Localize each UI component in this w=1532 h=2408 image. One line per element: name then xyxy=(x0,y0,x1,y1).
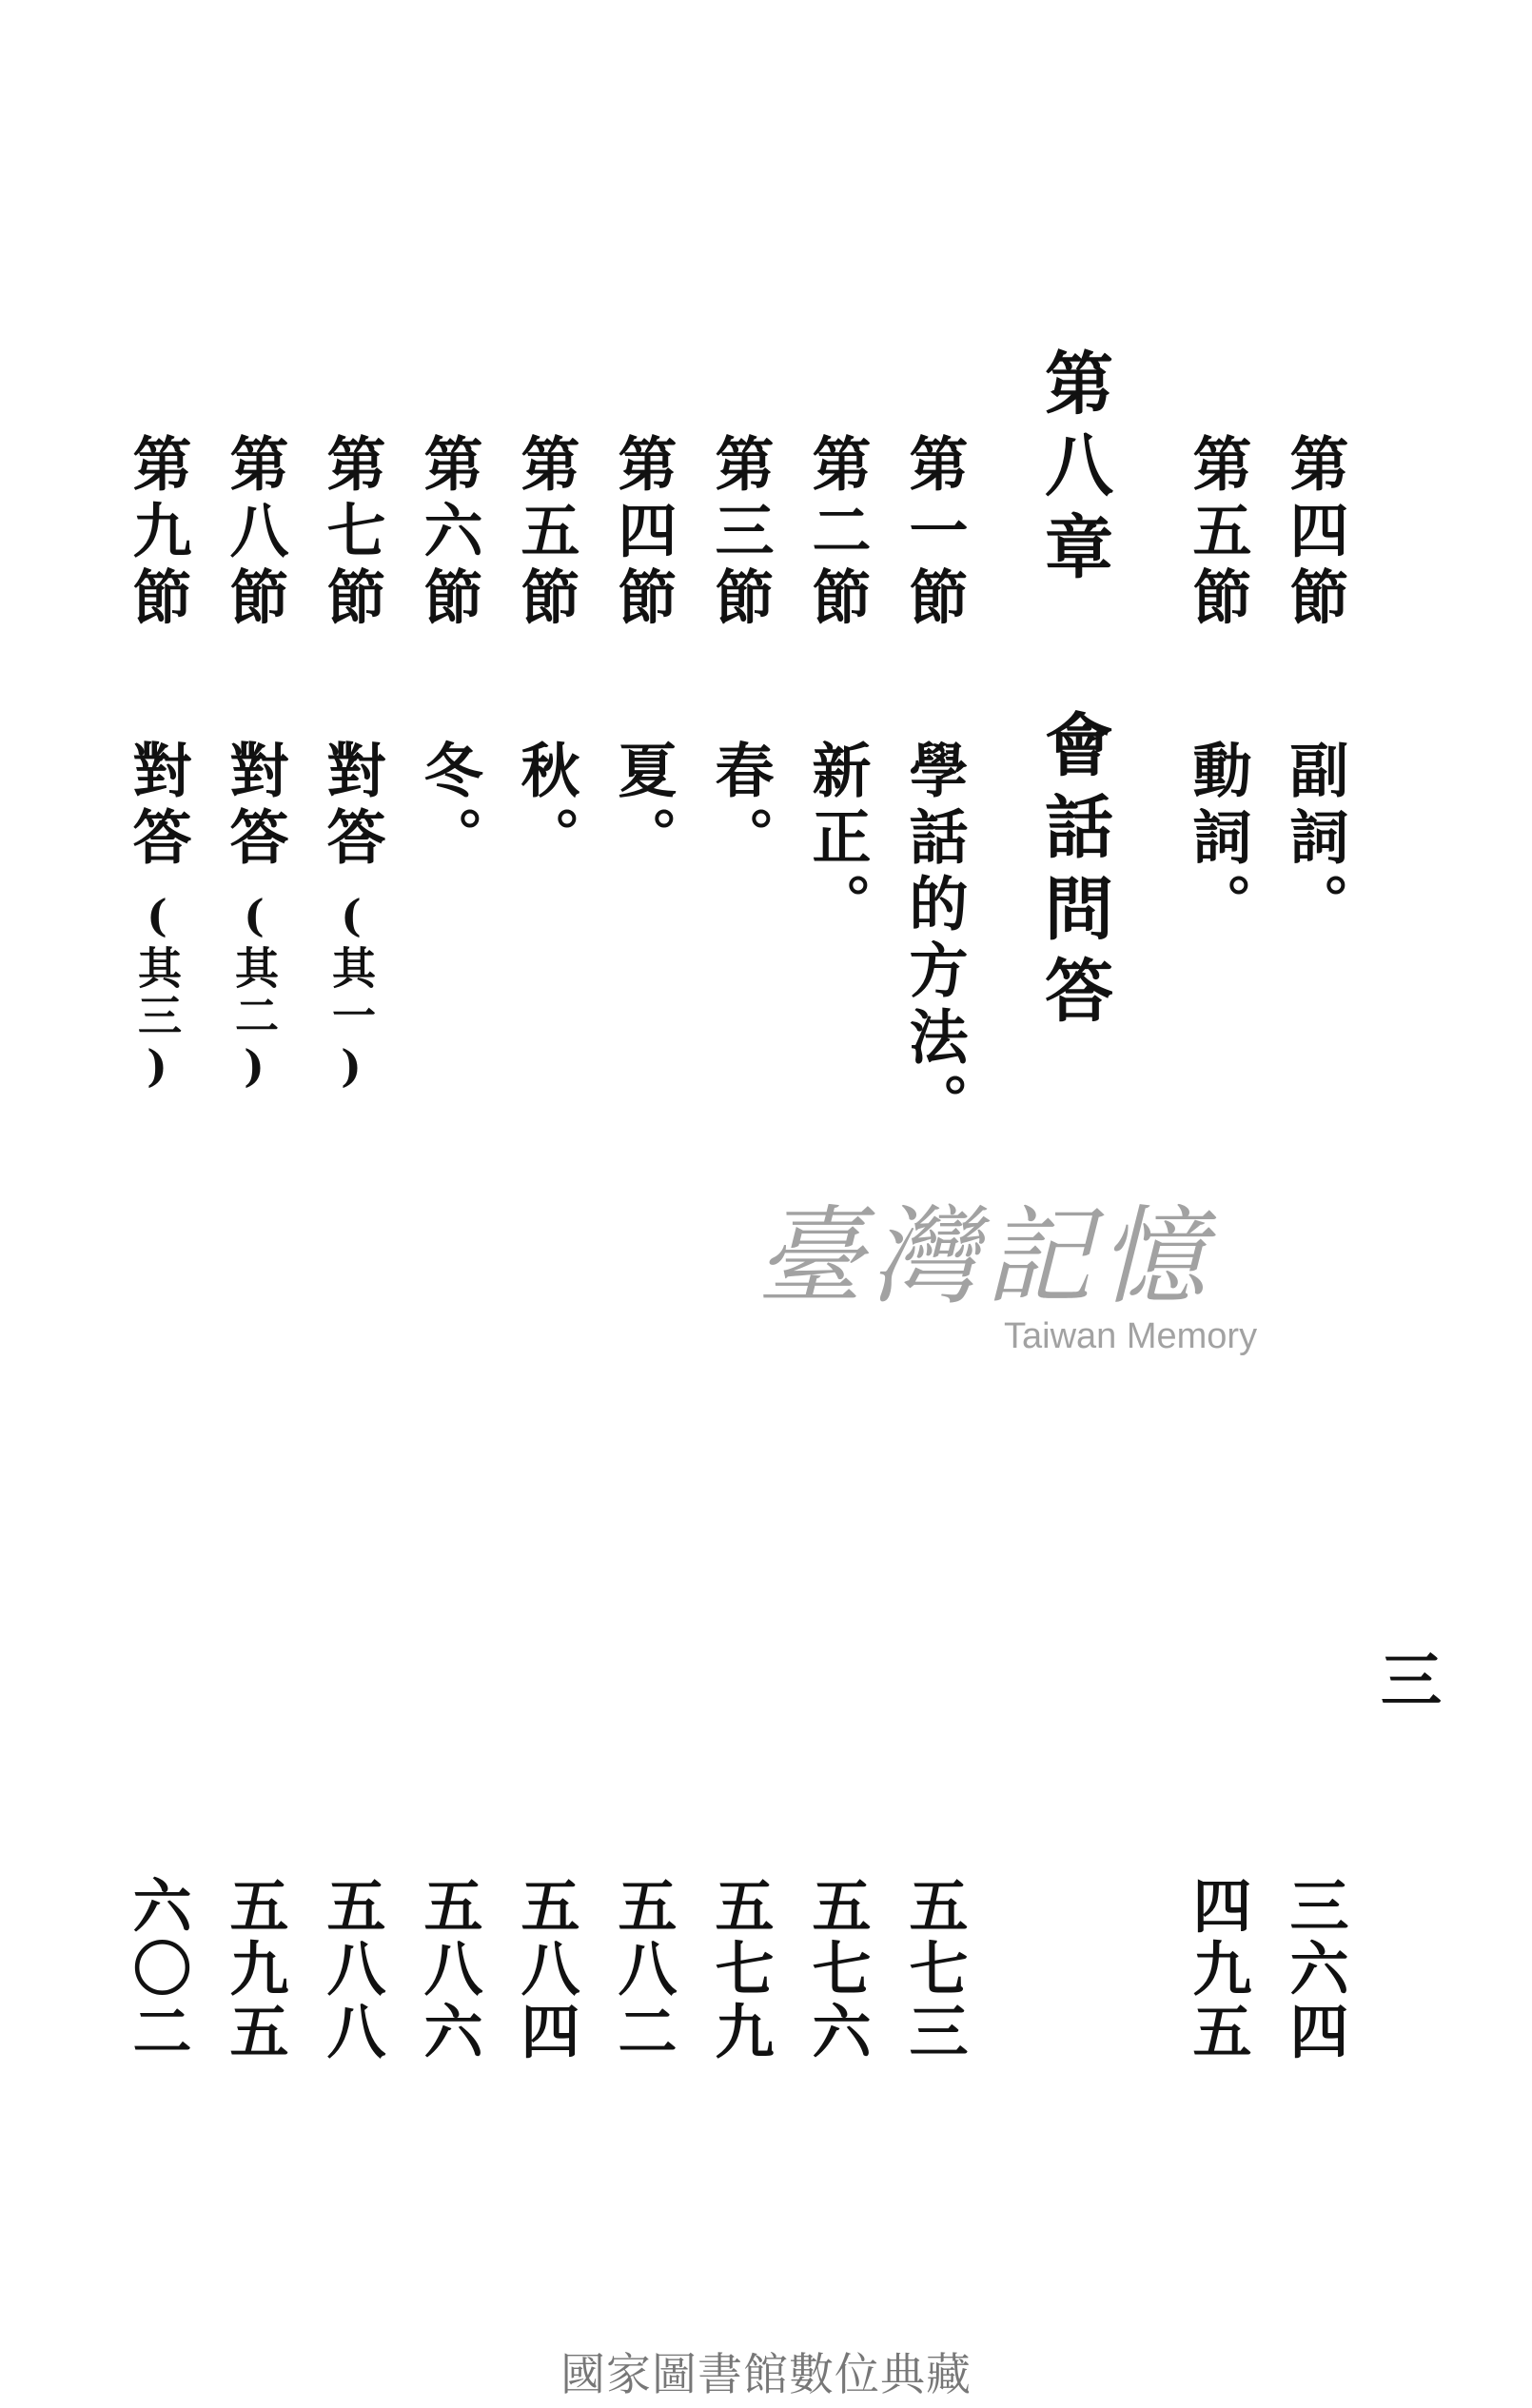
section-title: 夏。 xyxy=(608,740,678,873)
toc-entry-6 xyxy=(414,433,483,873)
page-ref-e5: 五八四 xyxy=(511,1875,580,2063)
section-label: 第九節 xyxy=(123,433,192,633)
page-ref-e3: 五七九 xyxy=(705,1875,775,2063)
toc-entry-section-5 xyxy=(1183,433,1252,939)
section-subtitle: (其一) xyxy=(325,890,377,1095)
chapter-title: 會話問答 xyxy=(1033,709,1114,1036)
toc-chapter-8 xyxy=(1033,347,1114,1036)
page-number: 三 xyxy=(1381,1646,1442,1717)
section-title: 對答 xyxy=(220,740,289,873)
page-ref-s5: 四九五 xyxy=(1183,1875,1252,2063)
footer-library-note: 國家圖書館數位典藏 xyxy=(560,2349,972,2401)
section-subtitle: (其二) xyxy=(228,890,280,1095)
page-ref-e6: 五八六 xyxy=(414,1875,483,2063)
page-ref-e4: 五八二 xyxy=(608,1875,678,2063)
toc-entry-7 xyxy=(317,433,386,1095)
page-ref-e2: 五七六 xyxy=(802,1875,872,2063)
section-title: 新正。 xyxy=(802,740,872,939)
section-label: 第六節 xyxy=(414,433,483,633)
page-ref-e8: 五九五 xyxy=(220,1875,289,2063)
section-subtitle: (其三) xyxy=(131,890,183,1095)
section-title: 對答 xyxy=(317,740,386,873)
section-title: 秋。 xyxy=(511,740,580,873)
section-label: 第五節 xyxy=(511,433,580,633)
section-title: 動詞。 xyxy=(1183,740,1252,939)
section-label: 第四節 xyxy=(1280,433,1349,633)
section-label: 第二節 xyxy=(802,433,872,633)
watermark-cn: 臺灣記憶 xyxy=(756,1195,1213,1319)
section-label: 第四節 xyxy=(608,433,678,633)
toc-entry-8 xyxy=(220,433,289,1095)
section-title: 對答 xyxy=(123,740,192,873)
page-ref-e9: 六〇二 xyxy=(123,1875,192,2063)
toc-entry-9 xyxy=(123,433,192,1095)
toc-entry-2 xyxy=(802,433,872,939)
section-label: 第八節 xyxy=(220,433,289,633)
section-label: 第三節 xyxy=(705,433,775,633)
watermark-en: Taiwan Memory xyxy=(1004,1316,1258,1356)
page-ref-s4: 三六四 xyxy=(1280,1875,1349,2063)
page-ref-e1: 五七三 xyxy=(899,1875,969,2063)
section-title: 副詞。 xyxy=(1280,740,1349,939)
chapter-label: 第八章 xyxy=(1033,347,1114,593)
toc-entry-4 xyxy=(608,433,678,873)
section-title: 學話的方法。 xyxy=(899,740,969,1139)
toc-entry-5 xyxy=(511,433,580,873)
section-label: 第五節 xyxy=(1183,433,1252,633)
section-label: 第七節 xyxy=(317,433,386,633)
taiwan-memory-watermark xyxy=(756,1195,1289,1385)
section-label: 第一節 xyxy=(899,433,969,633)
section-title: 冬。 xyxy=(414,740,483,873)
toc-entry-1 xyxy=(899,433,969,1139)
page-ref-e7: 五八八 xyxy=(317,1875,386,2063)
section-title: 春。 xyxy=(705,740,775,873)
toc-entry-3 xyxy=(705,433,775,873)
toc-entry-section-4 xyxy=(1280,433,1349,939)
